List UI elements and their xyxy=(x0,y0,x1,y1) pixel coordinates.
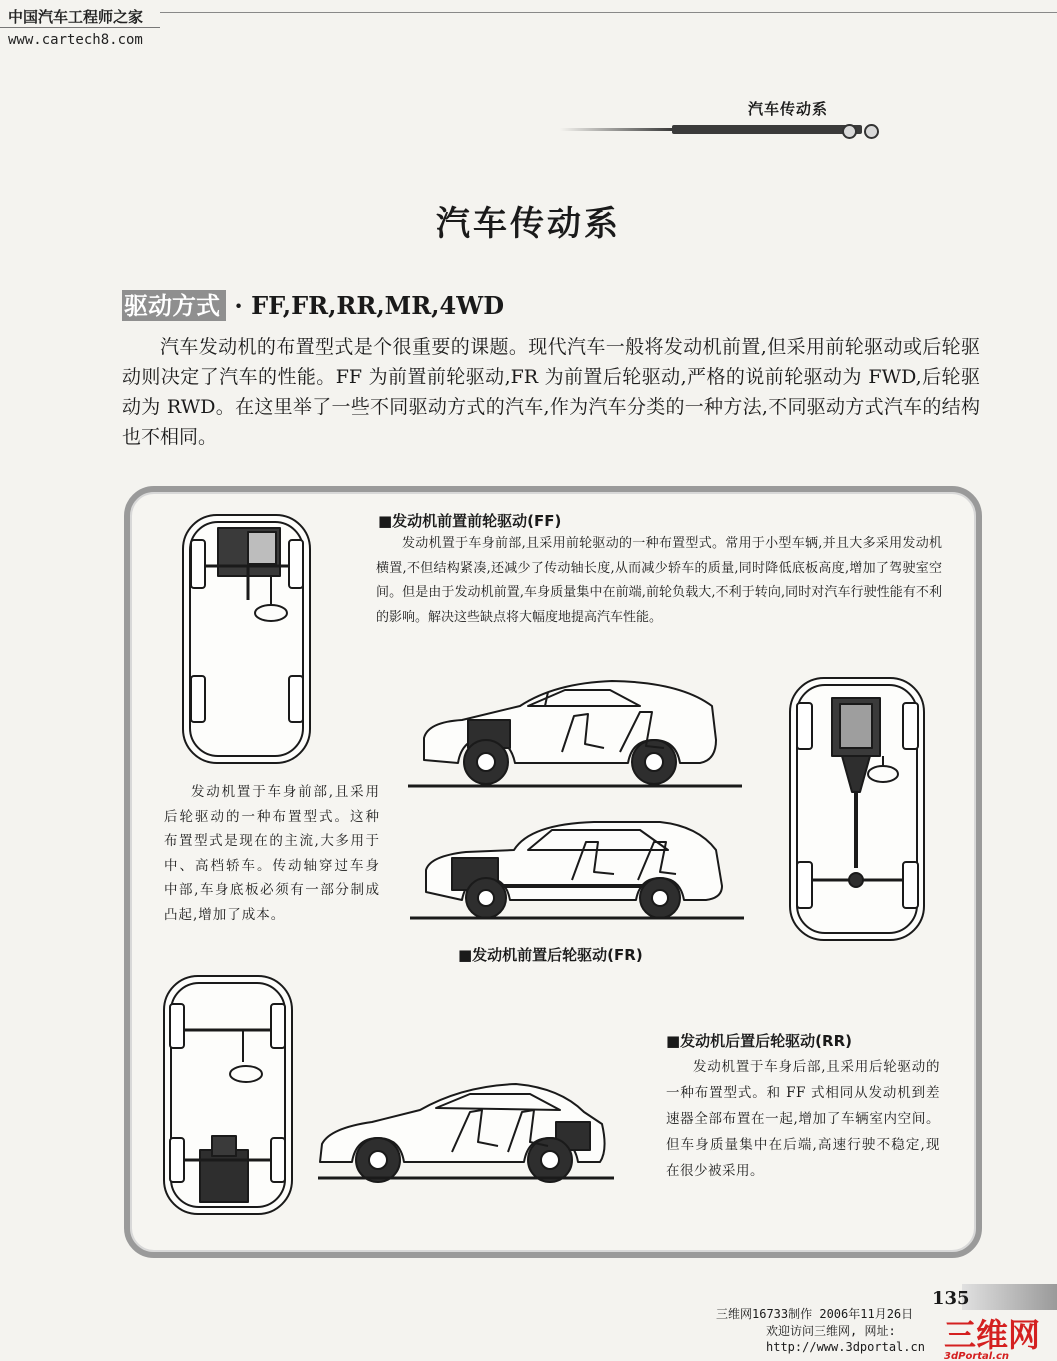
site-watermark-name: 中国汽车工程师之家 xyxy=(8,8,144,26)
fr-side-view-diagram xyxy=(410,822,744,918)
page-tab xyxy=(962,1284,1057,1310)
rr-description: 发动机置于车身后部,且采用后轮驱动的一种布置型式。和 FF 式相同从发动机到差速器全部布置在一起,增加了车辆室内空间。但车身质量集中在后端,高速行驶不稳定,现在很少被采用。 xyxy=(666,1059,940,1179)
logo-subtext: 3dPortal.cn xyxy=(944,1351,1010,1361)
ff-side-view-diagram xyxy=(408,681,742,786)
intro-paragraph: 汽车发动机的布置型式是个很重要的课题。现代汽车一般将发动机前置,但采用前轮驱动或后轮驱动则决定了汽车的性能。FF 为前置前轮驱动,FR 为前置后轮驱动,严格的说前轮驱动为 FWD,后轮驱动为 RWD。在这里举了一些不同驱动方式的汽车,作为汽车分类的一种方法,不同驱动方式汽车的结构也不相同。 xyxy=(122,336,980,448)
fr-caption: ■发动机前置后轮驱动(FR) xyxy=(458,946,643,964)
running-header: 汽车传动系 xyxy=(748,100,829,118)
footer-url: http://www.3dportal.cn xyxy=(766,1340,925,1354)
ff-caption: ■发动机前置前轮驱动(FF) xyxy=(378,512,562,530)
footer-visit: 欢迎访问三维网, 网址: xyxy=(766,1324,896,1338)
ff-description: 发动机置于车身前部,且采用前轮驱动的一种布置型式。常用于小型车辆,并且大多采用发动机横置,不但结构紧凑,还减少了传动轴长度,从而减少轿车的质量,同时降低底板高度,增加了驾驶室空间。但是由于发动机前置,车身质量集中在前端,前轮负载大,不利于转向,同时对汽车行驶性能有不利的影响。解决这些缺点将大幅度地提高汽车性能。 xyxy=(376,536,942,625)
rr-side-view-diagram xyxy=(318,1084,614,1182)
fr-description: 发动机置于车身前部,且采用后轮驱动的一种布置型式。这种布置型式是现在的主流,大多用于中、高档轿车。传动轴穿过车身中部,车身底板必须有一部分制成凸起,增加了成本。 xyxy=(164,784,380,923)
3dportal-logo xyxy=(940,1312,1057,1361)
footer-credit: 三维网16733制作 2006年11月26日 xyxy=(716,1307,914,1321)
page-number: 135 xyxy=(932,1288,970,1309)
rr-caption: ■发动机后置后轮驱动(RR) xyxy=(666,1032,852,1050)
logo-text: 三维网 xyxy=(944,1316,1041,1354)
subhead-list: · FF,FR,RR,MR,4WD xyxy=(226,291,505,320)
ff-top-view-diagram xyxy=(183,515,310,763)
fr-top-view-diagram xyxy=(790,678,924,940)
rr-top-view-diagram xyxy=(164,976,292,1214)
subhead-label: 驱动方式 xyxy=(122,290,226,321)
site-watermark-url: www.cartech8.com xyxy=(8,32,143,48)
page-title: 汽车传动系 xyxy=(436,204,621,244)
